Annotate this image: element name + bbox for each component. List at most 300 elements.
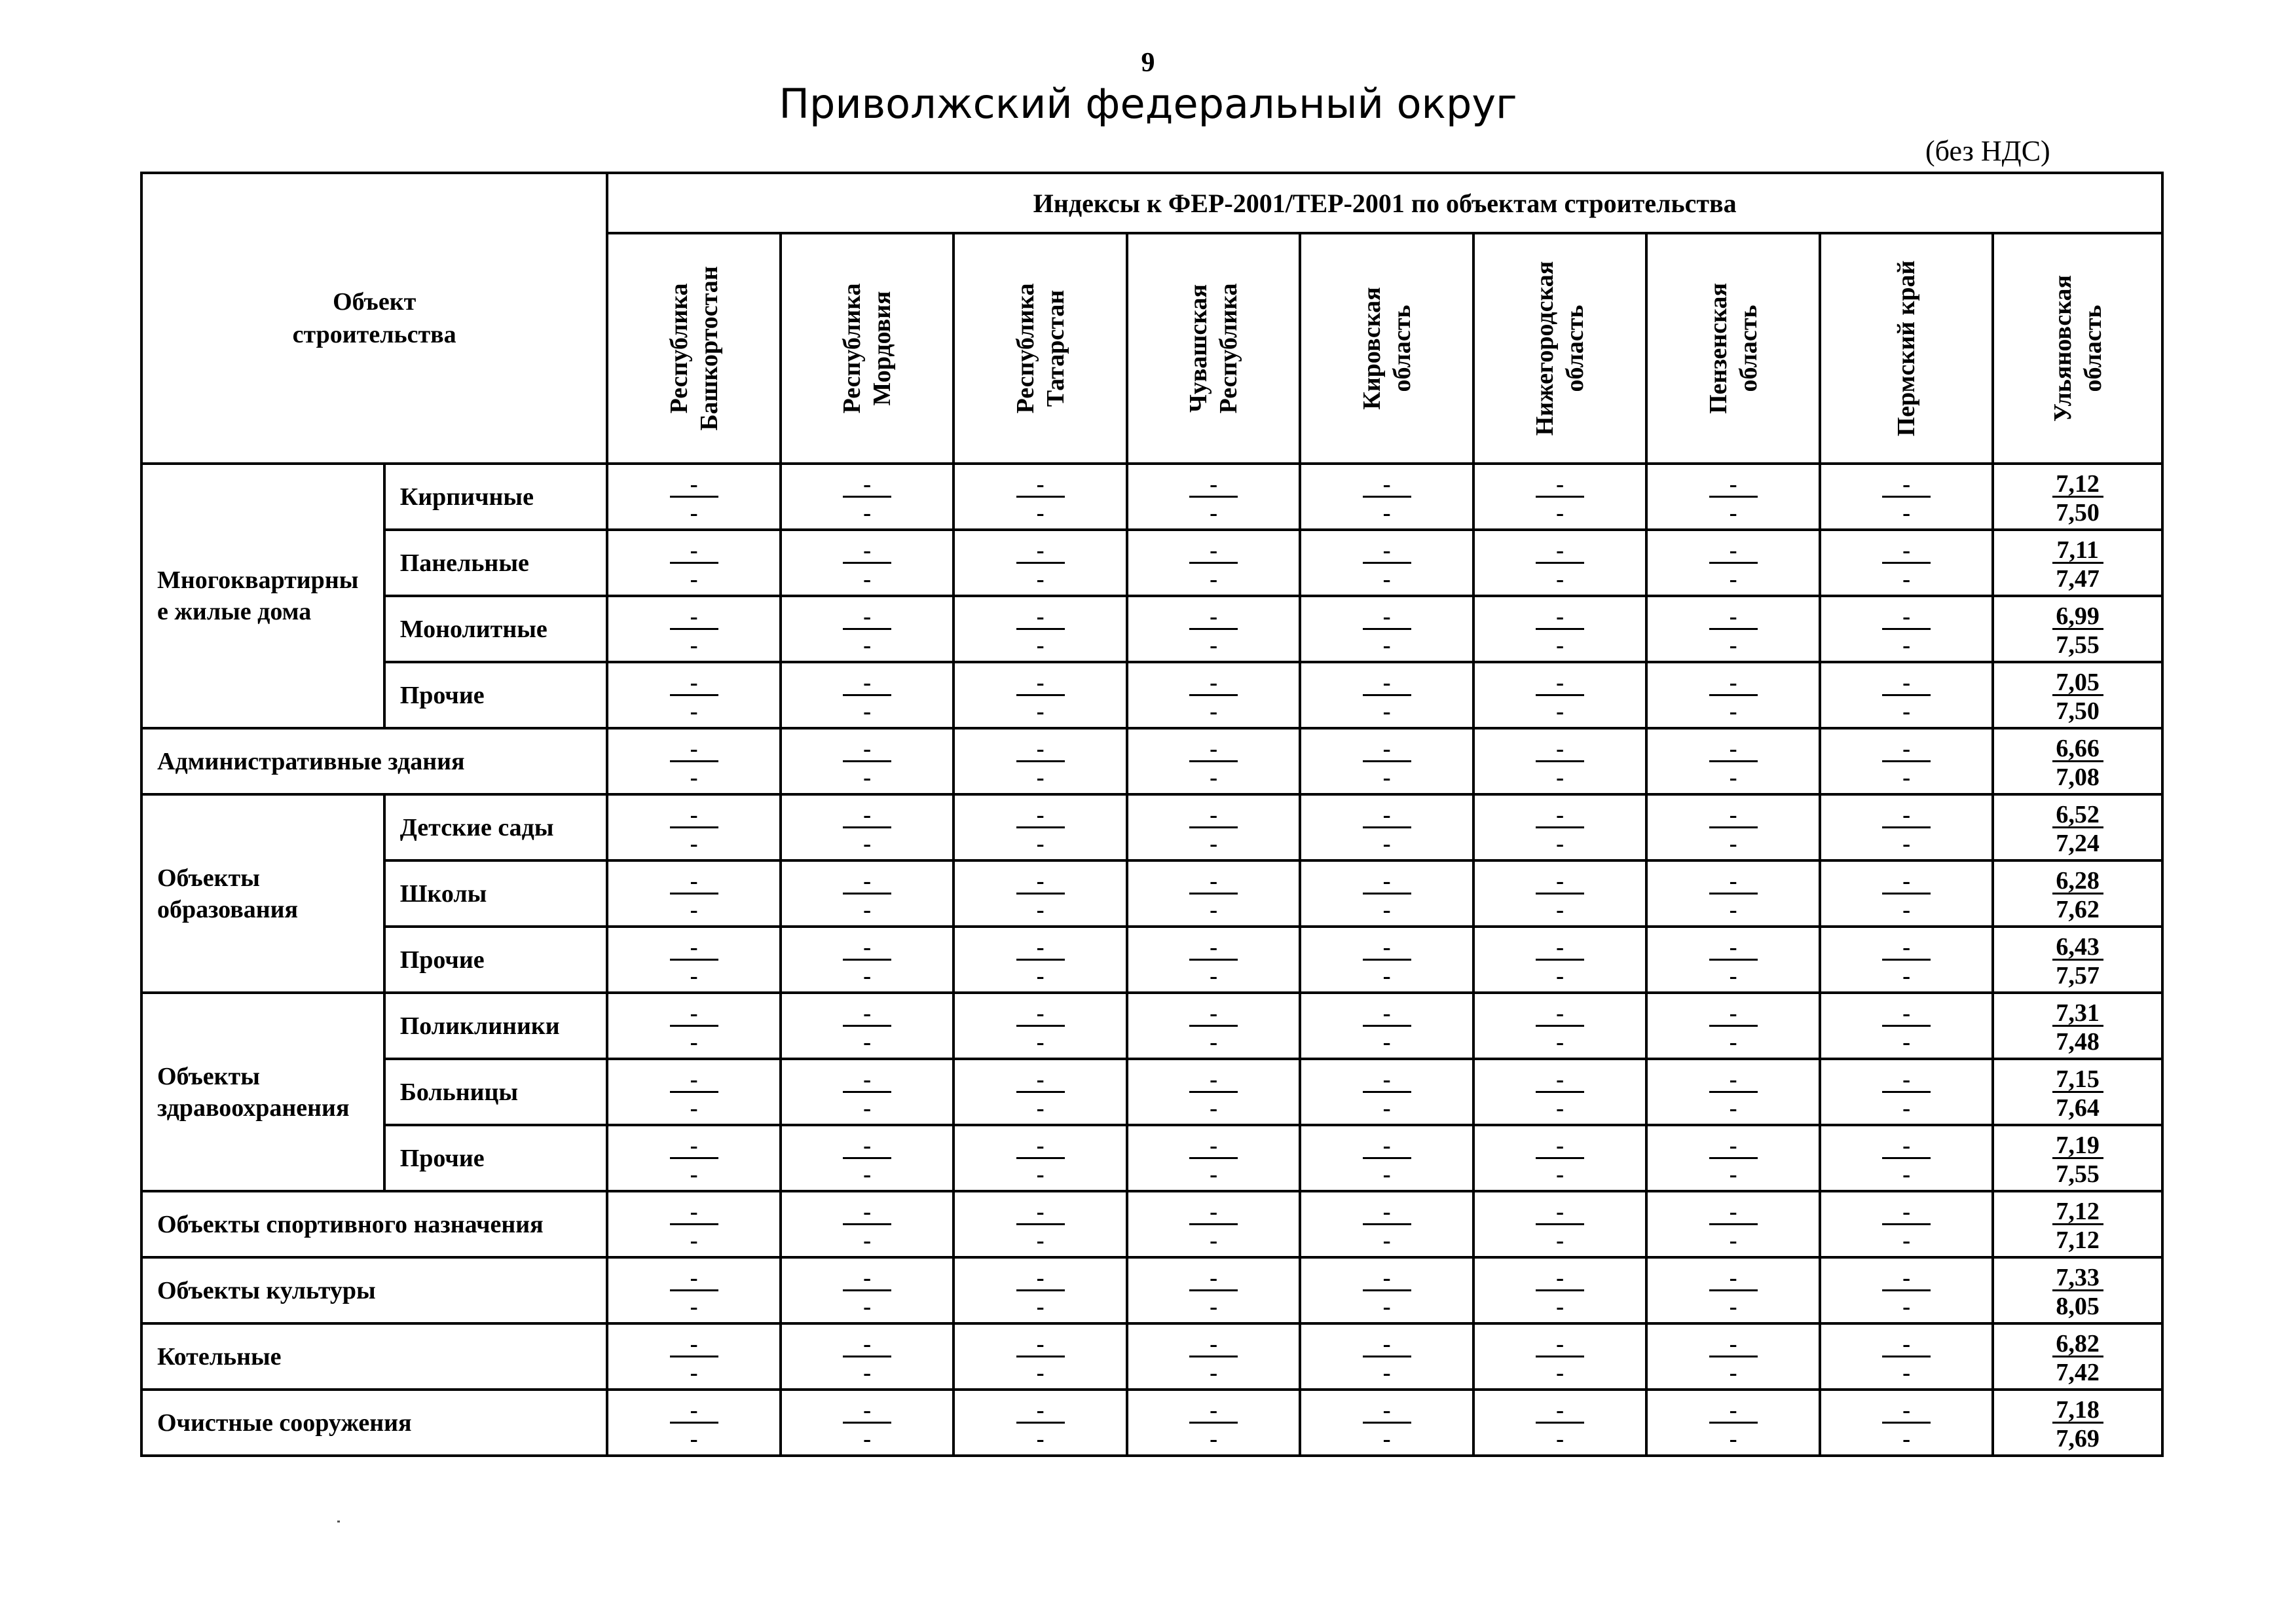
numerator: - xyxy=(1189,997,1238,1027)
fraction xyxy=(843,1262,891,1319)
fraction xyxy=(670,1328,718,1385)
value-cell-ulyanovsk xyxy=(1993,464,2162,530)
row-sublabel: Детские сады xyxy=(384,794,608,860)
fraction xyxy=(1189,1394,1238,1451)
denominator: - xyxy=(690,500,698,526)
fraction xyxy=(670,468,718,525)
denominator: - xyxy=(1036,1293,1045,1320)
fraction xyxy=(1709,997,1758,1054)
row-sublabel: Прочие xyxy=(384,927,608,993)
row-sublabel: Школы xyxy=(384,860,608,927)
numerator: - xyxy=(670,865,718,895)
value-cell xyxy=(1646,1059,1820,1125)
value-cell-ulyanovsk xyxy=(1993,1323,2162,1390)
denominator: - xyxy=(1902,1426,1911,1452)
numerator: 7,05 xyxy=(2052,667,2103,696)
numerator: - xyxy=(843,931,891,961)
fraction xyxy=(843,1328,891,1385)
value-cell xyxy=(1300,1125,1473,1191)
value-cell xyxy=(1127,794,1301,860)
value-cell xyxy=(1127,860,1301,927)
fraction xyxy=(1363,1328,1411,1385)
denominator: - xyxy=(1902,500,1911,526)
denominator: - xyxy=(1556,1359,1565,1386)
region-name: Ульяновская область xyxy=(2048,274,2107,422)
denominator: - xyxy=(863,764,872,790)
fraction xyxy=(1882,1063,1931,1120)
row-label: Объекты спортивного назначения xyxy=(141,1191,607,1257)
table-row xyxy=(141,464,2162,530)
denominator: 7,24 xyxy=(2056,830,2100,857)
value-cell xyxy=(1646,860,1820,927)
fraction xyxy=(1882,733,1931,790)
fraction xyxy=(670,1262,718,1319)
fraction xyxy=(1363,600,1411,657)
numerator: - xyxy=(843,1196,891,1225)
fraction xyxy=(1016,667,1065,724)
denominator: - xyxy=(1556,632,1565,658)
fraction xyxy=(843,468,891,525)
denominator: - xyxy=(1382,1293,1391,1320)
value-cell xyxy=(1300,464,1473,530)
denominator: - xyxy=(1036,764,1045,790)
fraction xyxy=(2052,799,2103,856)
value-cell xyxy=(1127,1191,1301,1257)
denominator: 7,55 xyxy=(2056,631,2100,659)
table-row xyxy=(141,1257,2162,1323)
denominator: - xyxy=(1556,896,1565,923)
fraction xyxy=(1016,1196,1065,1253)
fraction xyxy=(1882,865,1931,922)
numerator: - xyxy=(1189,1328,1238,1357)
fraction xyxy=(1709,600,1758,657)
region-name: Кировская область xyxy=(1358,287,1416,410)
value-cell xyxy=(1300,1059,1473,1125)
numerator: - xyxy=(1189,667,1238,696)
denominator: - xyxy=(1036,566,1045,592)
numerator: - xyxy=(1709,1196,1758,1225)
value-cell-ulyanovsk xyxy=(1993,1257,2162,1323)
numerator: - xyxy=(1882,1063,1931,1093)
fraction xyxy=(1709,1130,1758,1187)
denominator: - xyxy=(690,1029,698,1055)
numerator: - xyxy=(1016,997,1065,1027)
table-row xyxy=(141,728,2162,794)
value-cell xyxy=(1127,596,1301,662)
fraction xyxy=(1016,600,1065,657)
fraction xyxy=(1363,1262,1411,1319)
numerator: 6,66 xyxy=(2052,733,2103,762)
fraction xyxy=(1882,667,1931,724)
numerator: - xyxy=(1882,468,1931,498)
fraction xyxy=(1536,667,1584,724)
fraction xyxy=(1709,1262,1758,1319)
fraction xyxy=(2052,1328,2103,1385)
value-cell xyxy=(954,1390,1127,1456)
fraction xyxy=(1363,468,1411,525)
page-number: 9 xyxy=(1141,48,1155,78)
numerator: 7,33 xyxy=(2052,1262,2103,1291)
fraction xyxy=(1536,1394,1584,1451)
numerator: 7,11 xyxy=(2052,534,2103,564)
denominator: - xyxy=(690,1359,698,1386)
denominator: - xyxy=(1382,1161,1391,1187)
fraction xyxy=(1536,865,1584,922)
denominator: - xyxy=(690,1426,698,1452)
denominator: - xyxy=(1556,1095,1565,1121)
value-cell xyxy=(781,860,954,927)
fraction xyxy=(1016,1262,1065,1319)
value-cell xyxy=(1646,927,1820,993)
numerator: - xyxy=(670,799,718,828)
numerator: - xyxy=(1709,534,1758,564)
row-sublabel: Больницы xyxy=(384,1059,608,1125)
fraction xyxy=(1709,931,1758,988)
fraction xyxy=(1363,733,1411,790)
denominator: - xyxy=(1556,1161,1565,1187)
numerator: - xyxy=(1363,468,1411,498)
fraction xyxy=(843,733,891,790)
fraction xyxy=(1536,1262,1584,1319)
value-cell xyxy=(607,530,781,596)
vat-note: (без НДС) xyxy=(1925,135,2050,167)
denominator: - xyxy=(690,830,698,857)
numerator: - xyxy=(1709,865,1758,895)
fraction xyxy=(1536,733,1584,790)
table-row xyxy=(141,860,2162,927)
value-cell xyxy=(1820,794,1993,860)
fraction xyxy=(1189,468,1238,525)
denominator: - xyxy=(690,1095,698,1121)
denominator: - xyxy=(1210,1293,1218,1320)
fraction xyxy=(2052,733,2103,790)
numerator: - xyxy=(670,534,718,564)
numerator: - xyxy=(843,1328,891,1357)
fraction xyxy=(2052,667,2103,724)
region-name: Республика Татарстан xyxy=(1011,283,1069,414)
row-label: Объекты культуры xyxy=(141,1257,607,1323)
fraction xyxy=(1189,534,1238,591)
fraction xyxy=(1709,534,1758,591)
numerator: - xyxy=(1016,1394,1065,1424)
value-cell xyxy=(781,1257,954,1323)
denominator: - xyxy=(1382,500,1391,526)
row-label: Очистные сооружения xyxy=(141,1390,607,1456)
region-header-0 xyxy=(607,233,781,464)
value-cell xyxy=(1300,662,1473,728)
fraction xyxy=(1189,799,1238,856)
fraction xyxy=(843,799,891,856)
denominator: - xyxy=(1210,698,1218,724)
value-cell xyxy=(607,1323,781,1390)
value-cell xyxy=(1646,1125,1820,1191)
denominator: - xyxy=(1902,896,1911,923)
fraction xyxy=(1536,1130,1584,1187)
fraction xyxy=(843,1063,891,1120)
value-cell xyxy=(954,662,1127,728)
region-header-2 xyxy=(954,233,1127,464)
numerator: - xyxy=(670,931,718,961)
denominator: - xyxy=(1556,500,1565,526)
fraction xyxy=(843,1196,891,1253)
numerator: - xyxy=(1536,799,1584,828)
header-object-label: Объект строительства xyxy=(292,288,456,348)
denominator: - xyxy=(1210,830,1218,857)
denominator: - xyxy=(863,1293,872,1320)
value-cell xyxy=(1300,794,1473,860)
value-cell xyxy=(1820,464,1993,530)
fraction xyxy=(1536,1063,1584,1120)
numerator: - xyxy=(670,667,718,696)
value-cell-ulyanovsk xyxy=(1993,1125,2162,1191)
value-cell xyxy=(1127,728,1301,794)
fraction xyxy=(1189,997,1238,1054)
fraction xyxy=(1016,1063,1065,1120)
index-table xyxy=(140,172,2164,1457)
value-cell xyxy=(1300,927,1473,993)
fraction xyxy=(1709,1328,1758,1385)
denominator: - xyxy=(690,764,698,790)
numerator: - xyxy=(1363,1328,1411,1357)
row-label: Административные здания xyxy=(141,728,607,794)
value-cell xyxy=(1473,464,1647,530)
fraction xyxy=(2052,997,2103,1054)
value-cell xyxy=(954,993,1127,1059)
value-cell xyxy=(607,728,781,794)
numerator: - xyxy=(1189,468,1238,498)
denominator: - xyxy=(1902,963,1911,989)
numerator: - xyxy=(1536,733,1584,762)
fraction xyxy=(1536,1328,1584,1385)
numerator: - xyxy=(1189,1063,1238,1093)
denominator: - xyxy=(863,896,872,923)
numerator: - xyxy=(1709,1130,1758,1159)
value-cell xyxy=(1300,1191,1473,1257)
fraction xyxy=(843,931,891,988)
numerator: - xyxy=(670,733,718,762)
value-cell xyxy=(954,1191,1127,1257)
denominator: - xyxy=(1902,632,1911,658)
value-cell xyxy=(781,1323,954,1390)
numerator: - xyxy=(1363,667,1411,696)
value-cell-ulyanovsk xyxy=(1993,530,2162,596)
denominator: 7,62 xyxy=(2056,896,2100,923)
value-cell xyxy=(1473,1191,1647,1257)
value-cell xyxy=(1473,530,1647,596)
fraction xyxy=(1016,997,1065,1054)
denominator: - xyxy=(1902,764,1911,790)
fraction xyxy=(1882,600,1931,657)
numerator: - xyxy=(1882,799,1931,828)
fraction xyxy=(1189,865,1238,922)
value-cell xyxy=(1646,1323,1820,1390)
fraction xyxy=(670,865,718,922)
numerator: - xyxy=(670,1063,718,1093)
fraction xyxy=(670,600,718,657)
numerator: - xyxy=(1016,534,1065,564)
numerator: - xyxy=(1882,1394,1931,1424)
value-cell xyxy=(1127,1125,1301,1191)
row-sublabel: Монолитные xyxy=(384,596,608,662)
numerator: - xyxy=(1016,799,1065,828)
table-row xyxy=(141,1059,2162,1125)
value-cell xyxy=(1646,662,1820,728)
numerator: - xyxy=(1016,1196,1065,1225)
fraction xyxy=(2052,1196,2103,1253)
fraction xyxy=(670,1063,718,1120)
value-cell xyxy=(781,530,954,596)
numerator: - xyxy=(1536,865,1584,895)
denominator: - xyxy=(1729,1426,1737,1452)
numerator: - xyxy=(1536,1196,1584,1225)
fraction xyxy=(1189,1130,1238,1187)
table-row xyxy=(141,530,2162,596)
numerator: - xyxy=(1882,997,1931,1027)
region-header-6 xyxy=(1646,233,1820,464)
numerator: - xyxy=(1363,1262,1411,1291)
fraction xyxy=(843,667,891,724)
numerator: - xyxy=(1363,534,1411,564)
value-cell xyxy=(607,1191,781,1257)
numerator: - xyxy=(1189,865,1238,895)
header-indices xyxy=(607,173,2162,233)
denominator: - xyxy=(1036,1161,1045,1187)
numerator: 7,15 xyxy=(2052,1063,2103,1093)
value-cell xyxy=(1646,794,1820,860)
numerator: - xyxy=(1016,733,1065,762)
value-cell xyxy=(1300,596,1473,662)
denominator: - xyxy=(1556,963,1565,989)
value-cell xyxy=(1473,993,1647,1059)
denominator: - xyxy=(1382,1359,1391,1386)
numerator: 7,19 xyxy=(2052,1130,2103,1159)
denominator: - xyxy=(1382,1095,1391,1121)
fraction xyxy=(1882,468,1931,525)
numerator: - xyxy=(1363,733,1411,762)
value-cell xyxy=(1646,728,1820,794)
denominator: - xyxy=(1902,1227,1911,1253)
numerator: - xyxy=(1882,600,1931,630)
denominator: - xyxy=(1210,1359,1218,1386)
denominator: - xyxy=(863,566,872,592)
fraction xyxy=(1882,931,1931,988)
value-cell xyxy=(781,464,954,530)
value-cell xyxy=(607,596,781,662)
region-name: Чувашская Республика xyxy=(1185,283,1243,414)
value-cell xyxy=(1473,1257,1647,1323)
denominator: - xyxy=(863,1095,872,1121)
region-header-1 xyxy=(781,233,954,464)
denominator: - xyxy=(1729,1095,1737,1121)
value-cell xyxy=(1473,596,1647,662)
stray-dot xyxy=(337,1521,340,1522)
numerator: 6,99 xyxy=(2052,600,2103,630)
fraction xyxy=(1363,865,1411,922)
value-cell xyxy=(1473,728,1647,794)
denominator: - xyxy=(1902,566,1911,592)
value-cell xyxy=(1820,530,1993,596)
fraction xyxy=(1882,1262,1931,1319)
denominator: - xyxy=(1902,1359,1911,1386)
denominator: - xyxy=(863,632,872,658)
value-cell xyxy=(954,530,1127,596)
denominator: - xyxy=(1036,1227,1045,1253)
value-cell xyxy=(1300,993,1473,1059)
value-cell xyxy=(607,927,781,993)
denominator: - xyxy=(690,632,698,658)
numerator: - xyxy=(1536,600,1584,630)
value-cell-ulyanovsk xyxy=(1993,662,2162,728)
numerator: - xyxy=(1363,997,1411,1027)
denominator: - xyxy=(1729,632,1737,658)
value-cell xyxy=(1820,1323,1993,1390)
fraction xyxy=(1709,1063,1758,1120)
denominator: - xyxy=(1729,1227,1737,1253)
value-cell-ulyanovsk xyxy=(1993,794,2162,860)
numerator: 7,12 xyxy=(2052,468,2103,498)
denominator: - xyxy=(1036,1095,1045,1121)
value-cell-ulyanovsk xyxy=(1993,860,2162,927)
numerator: - xyxy=(1882,667,1931,696)
denominator: - xyxy=(1210,896,1218,923)
row-sublabel: Прочие xyxy=(384,1125,608,1191)
denominator: - xyxy=(863,1227,872,1253)
value-cell xyxy=(781,927,954,993)
value-cell xyxy=(781,1059,954,1125)
fraction xyxy=(1189,600,1238,657)
numerator: - xyxy=(1536,1328,1584,1357)
fraction xyxy=(2052,600,2103,657)
fraction xyxy=(1363,1394,1411,1451)
denominator: - xyxy=(1036,963,1045,989)
value-cell xyxy=(954,596,1127,662)
numerator: - xyxy=(843,997,891,1027)
fraction xyxy=(1363,997,1411,1054)
numerator: - xyxy=(1882,1262,1931,1291)
denominator: - xyxy=(1210,963,1218,989)
fraction xyxy=(1536,1196,1584,1253)
numerator: - xyxy=(1363,865,1411,895)
denominator: - xyxy=(1036,500,1045,526)
denominator: - xyxy=(863,1359,872,1386)
numerator: - xyxy=(843,733,891,762)
numerator: - xyxy=(1709,1328,1758,1357)
numerator: - xyxy=(1016,1328,1065,1357)
value-cell xyxy=(954,1059,1127,1125)
fraction xyxy=(1016,1394,1065,1451)
denominator: 7,12 xyxy=(2056,1227,2100,1254)
denominator: - xyxy=(1902,830,1911,857)
fraction xyxy=(1709,865,1758,922)
value-cell xyxy=(1127,1323,1301,1390)
fraction xyxy=(2052,534,2103,591)
denominator: 7,57 xyxy=(2056,962,2100,989)
value-cell xyxy=(1820,728,1993,794)
fraction xyxy=(670,534,718,591)
value-cell-ulyanovsk xyxy=(1993,1191,2162,1257)
value-cell xyxy=(607,993,781,1059)
numerator: 7,12 xyxy=(2052,1196,2103,1225)
fraction xyxy=(1882,1196,1931,1253)
value-cell xyxy=(1473,1390,1647,1456)
region-header-3 xyxy=(1127,233,1301,464)
region-header-8 xyxy=(1993,233,2162,464)
denominator: - xyxy=(863,698,872,724)
value-cell xyxy=(1300,530,1473,596)
value-cell xyxy=(1300,1323,1473,1390)
value-cell xyxy=(1473,1323,1647,1390)
numerator: - xyxy=(1363,799,1411,828)
